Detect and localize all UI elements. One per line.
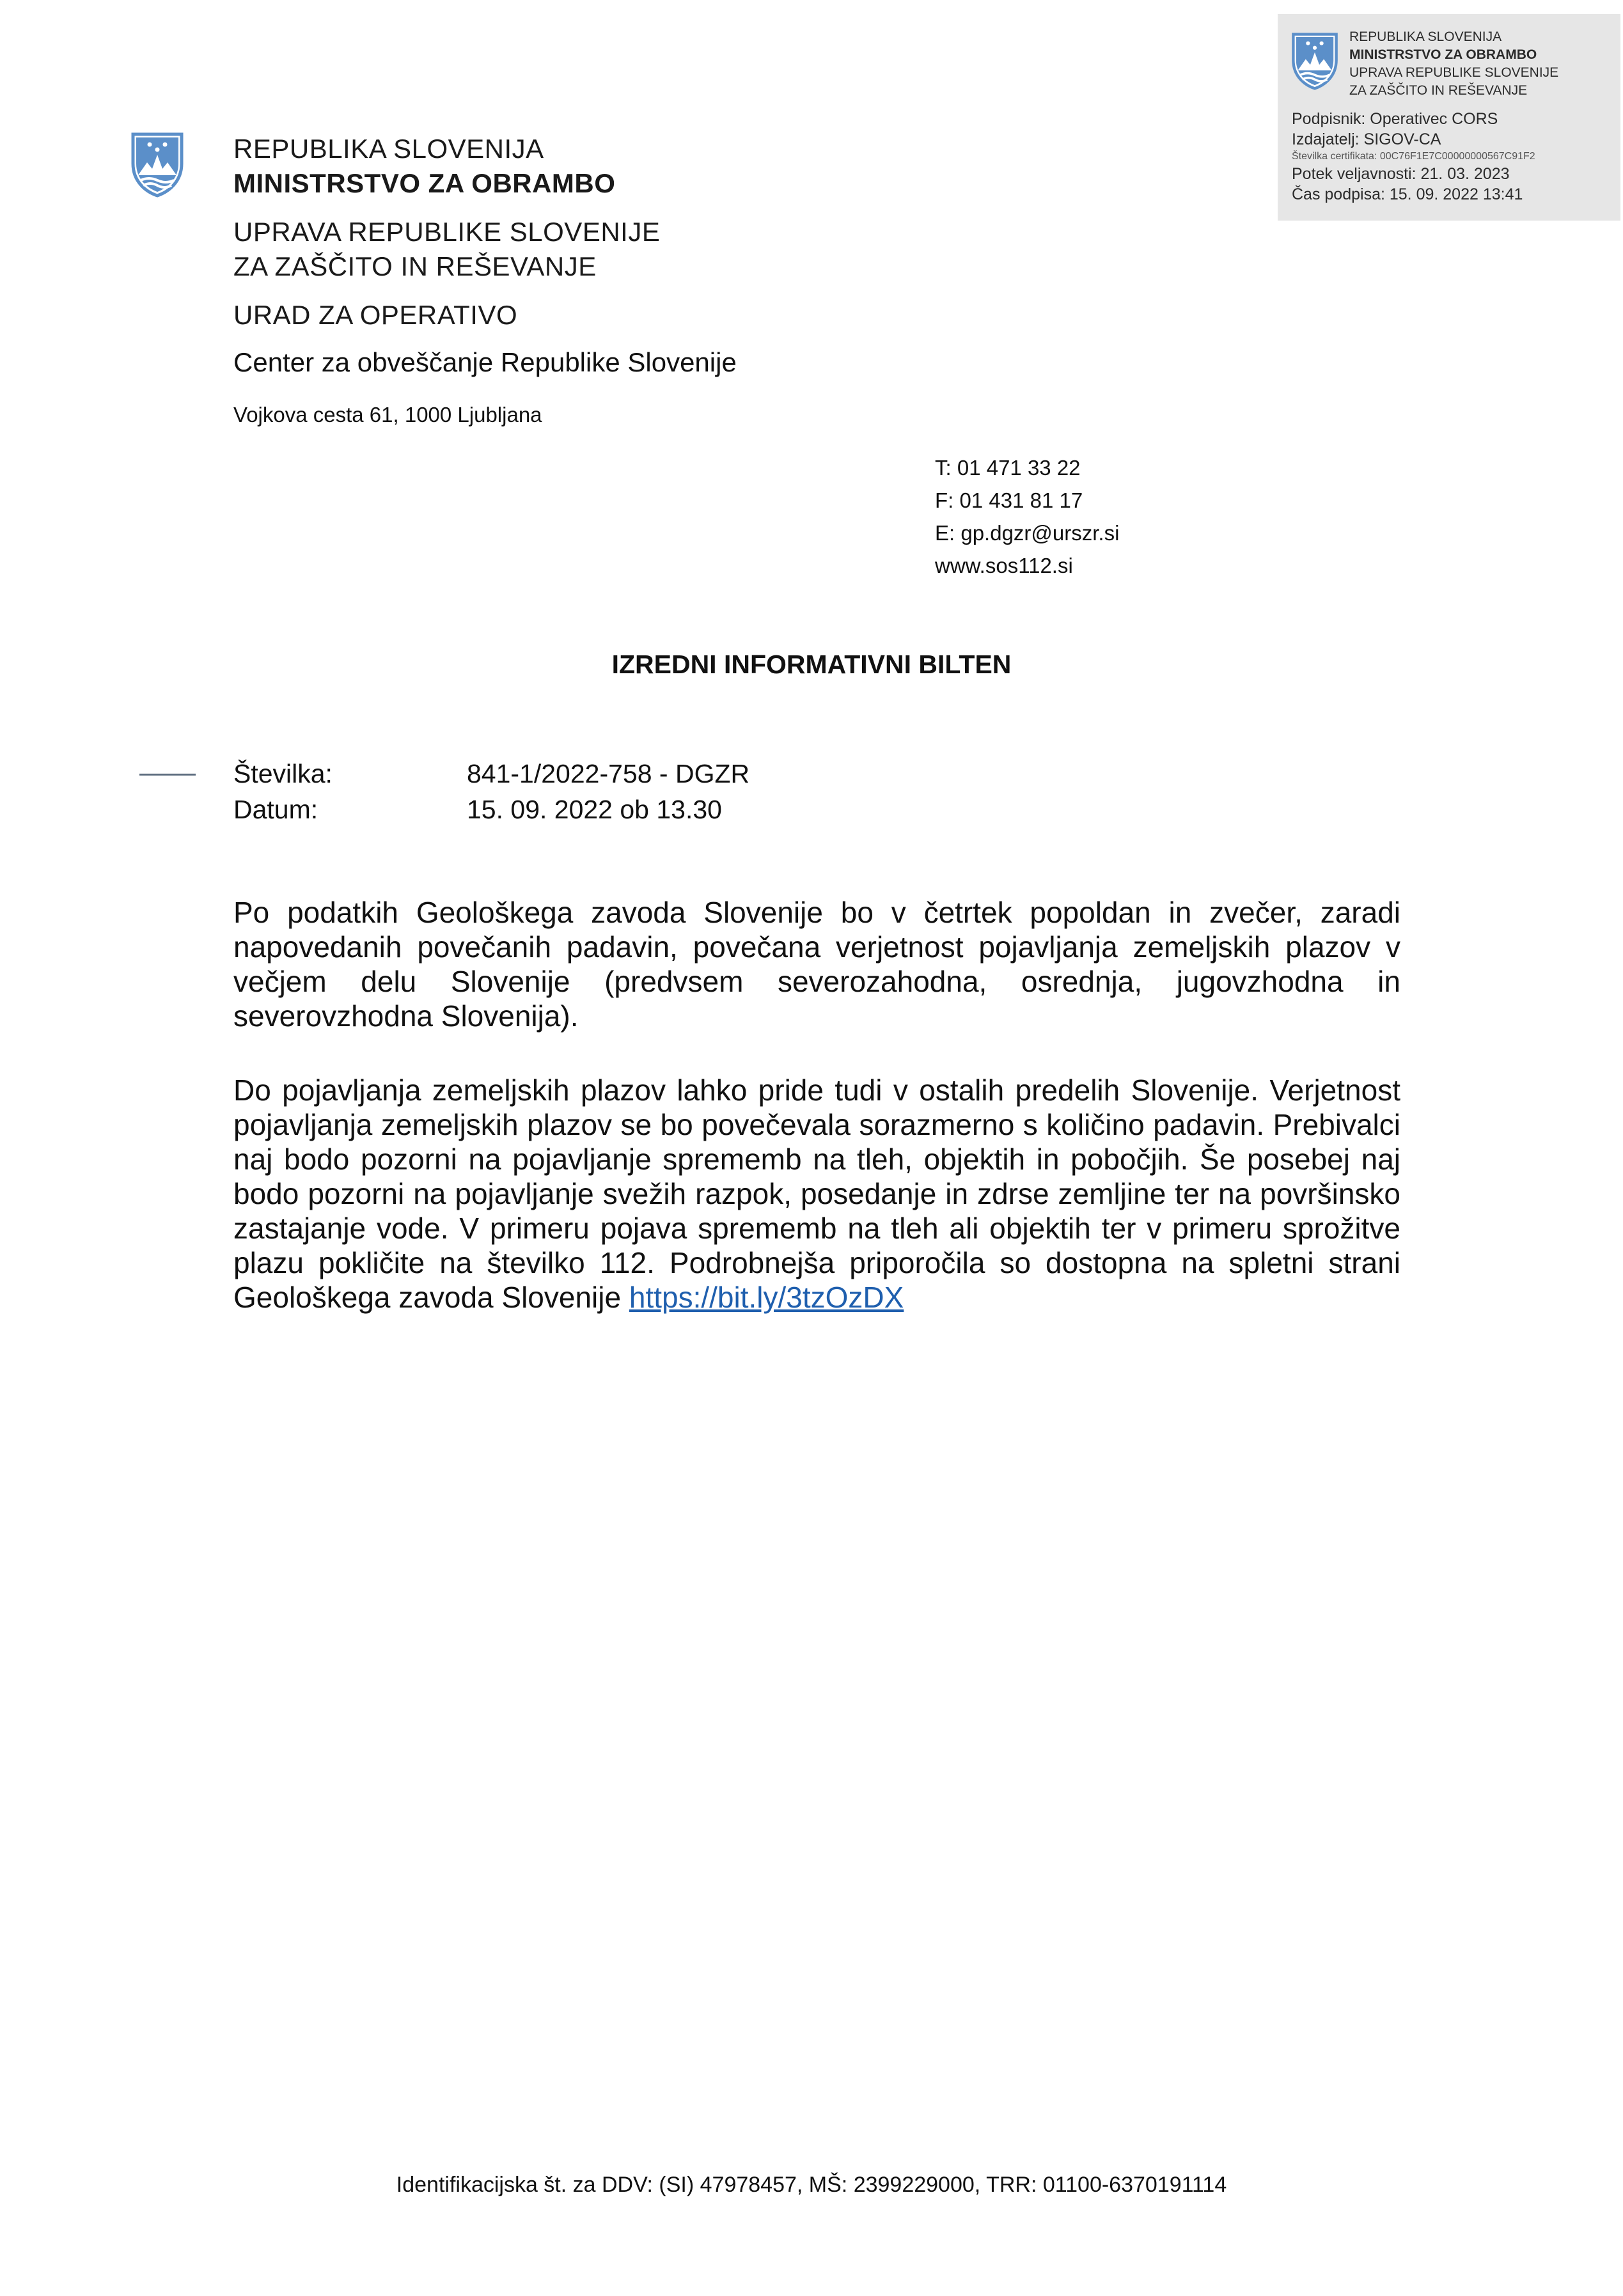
signature-details xyxy=(1292,109,1535,205)
org-administration-line1: UPRAVA REPUBLIKE SLOVENIJE xyxy=(233,217,661,247)
signature-org-line: MINISTRSTVO ZA OBRAMBO xyxy=(1349,47,1537,62)
meta-date-row xyxy=(233,792,749,827)
document-meta xyxy=(233,756,749,827)
meta-number-row xyxy=(233,756,749,792)
coat-of-arms-icon xyxy=(1290,32,1339,91)
footer-identification: Identifikacijska št. za DDV: (SI) 47978457, MŠ: 2399229000, TRR: 01100-6370191114 xyxy=(396,2173,1227,2197)
signature-cert-number: Številka certifikata: 00C76F1E7C00000000567C91F2 xyxy=(1292,151,1535,162)
signature-org-line: UPRAVA REPUBLIKE SLOVENIJE xyxy=(1349,65,1559,80)
contact-fax: F: 01 431 81 17 xyxy=(935,488,1083,512)
geological-survey-link[interactable]: https://bit.ly/3tzOzDX xyxy=(629,1281,904,1314)
center-name: Center za obveščanje Republike Slovenije xyxy=(233,347,737,377)
document-title: IZREDNI INFORMATIVNI BILTEN xyxy=(611,650,1012,679)
margin-marker xyxy=(139,774,196,776)
signature-organization xyxy=(1349,28,1558,100)
digital-signature-box xyxy=(1278,14,1620,221)
signature-org-line: ZA ZAŠČITO IN REŠEVANJE xyxy=(1349,83,1528,98)
body-paragraph-1: Po podatkih Geološkega zavoda Slovenije bo v četrtek popoldan in zvečer, zaradi napovedanih povečanih padavin, povečana verjetnost pojavljanja zemeljskih plazov v večjem delu Slovenije (predvsem severozahodna, osrednja, jugovzhodna in severovzhodna Slovenija). xyxy=(233,896,1400,1033)
signature-time: Čas podpisa: 15. 09. 2022 13:41 xyxy=(1292,185,1523,203)
signature-org-line: REPUBLIKA SLOVENIJA xyxy=(1349,29,1502,44)
meta-number-value: 841-1/2022-758 - DGZR xyxy=(467,759,750,788)
org-administration-line2: ZA ZAŠČITO IN REŠEVANJE xyxy=(233,251,597,281)
meta-date-label: Datum: xyxy=(233,795,318,824)
contact-phone: T: 01 471 33 22 xyxy=(935,456,1081,480)
contact-website[interactable]: www.sos112.si xyxy=(935,554,1073,577)
org-ministry: MINISTRSTVO ZA OBRAMBO xyxy=(233,168,616,198)
body-paragraph-2-text: Do pojavljanja zemeljskih plazov lahko pride tudi v ostalih predelih Slovenije. Verjetnost pojavljanja zemeljskih plazov se bo povečevala sorazmerno s količino padavin. Prebivalci naj bodo pozorni na pojavljanje sprememb na tleh, objektih in pobočjih. Še posebej naj bodo pozorni na pojavljanje svežih razpok, posedanje in zdrse zemljine ter na površinsko zastajanje vode. V primeru pojava sprememb na tleh ali objektih ter v primeru sprožitve plazu pokličite na številko 112. Podrobnejša priporočila so dostopna na spletni strani Geološkega zavoda Slovenije xyxy=(233,1074,1400,1314)
coat-of-arms-icon xyxy=(130,132,184,198)
meta-number-label: Številka: xyxy=(233,759,333,788)
organization-header xyxy=(233,132,660,332)
address: Vojkova cesta 61, 1000 Ljubljana xyxy=(233,403,542,426)
contact-block xyxy=(935,451,1119,582)
org-office: URAD ZA OPERATIVO xyxy=(233,300,518,330)
contact-email[interactable]: E: gp.dgzr@urszr.si xyxy=(935,521,1120,545)
org-country: REPUBLIKA SLOVENIJA xyxy=(233,134,544,164)
signature-signer: Podpisnik: Operativec CORS xyxy=(1292,110,1498,128)
meta-date-value: 15. 09. 2022 ob 13.30 xyxy=(467,795,722,824)
body-paragraph-2 xyxy=(233,1073,1400,1315)
signature-validity: Potek veljavnosti: 21. 03. 2023 xyxy=(1292,165,1510,183)
signature-issuer: Izdajatelj: SIGOV-CA xyxy=(1292,130,1441,148)
